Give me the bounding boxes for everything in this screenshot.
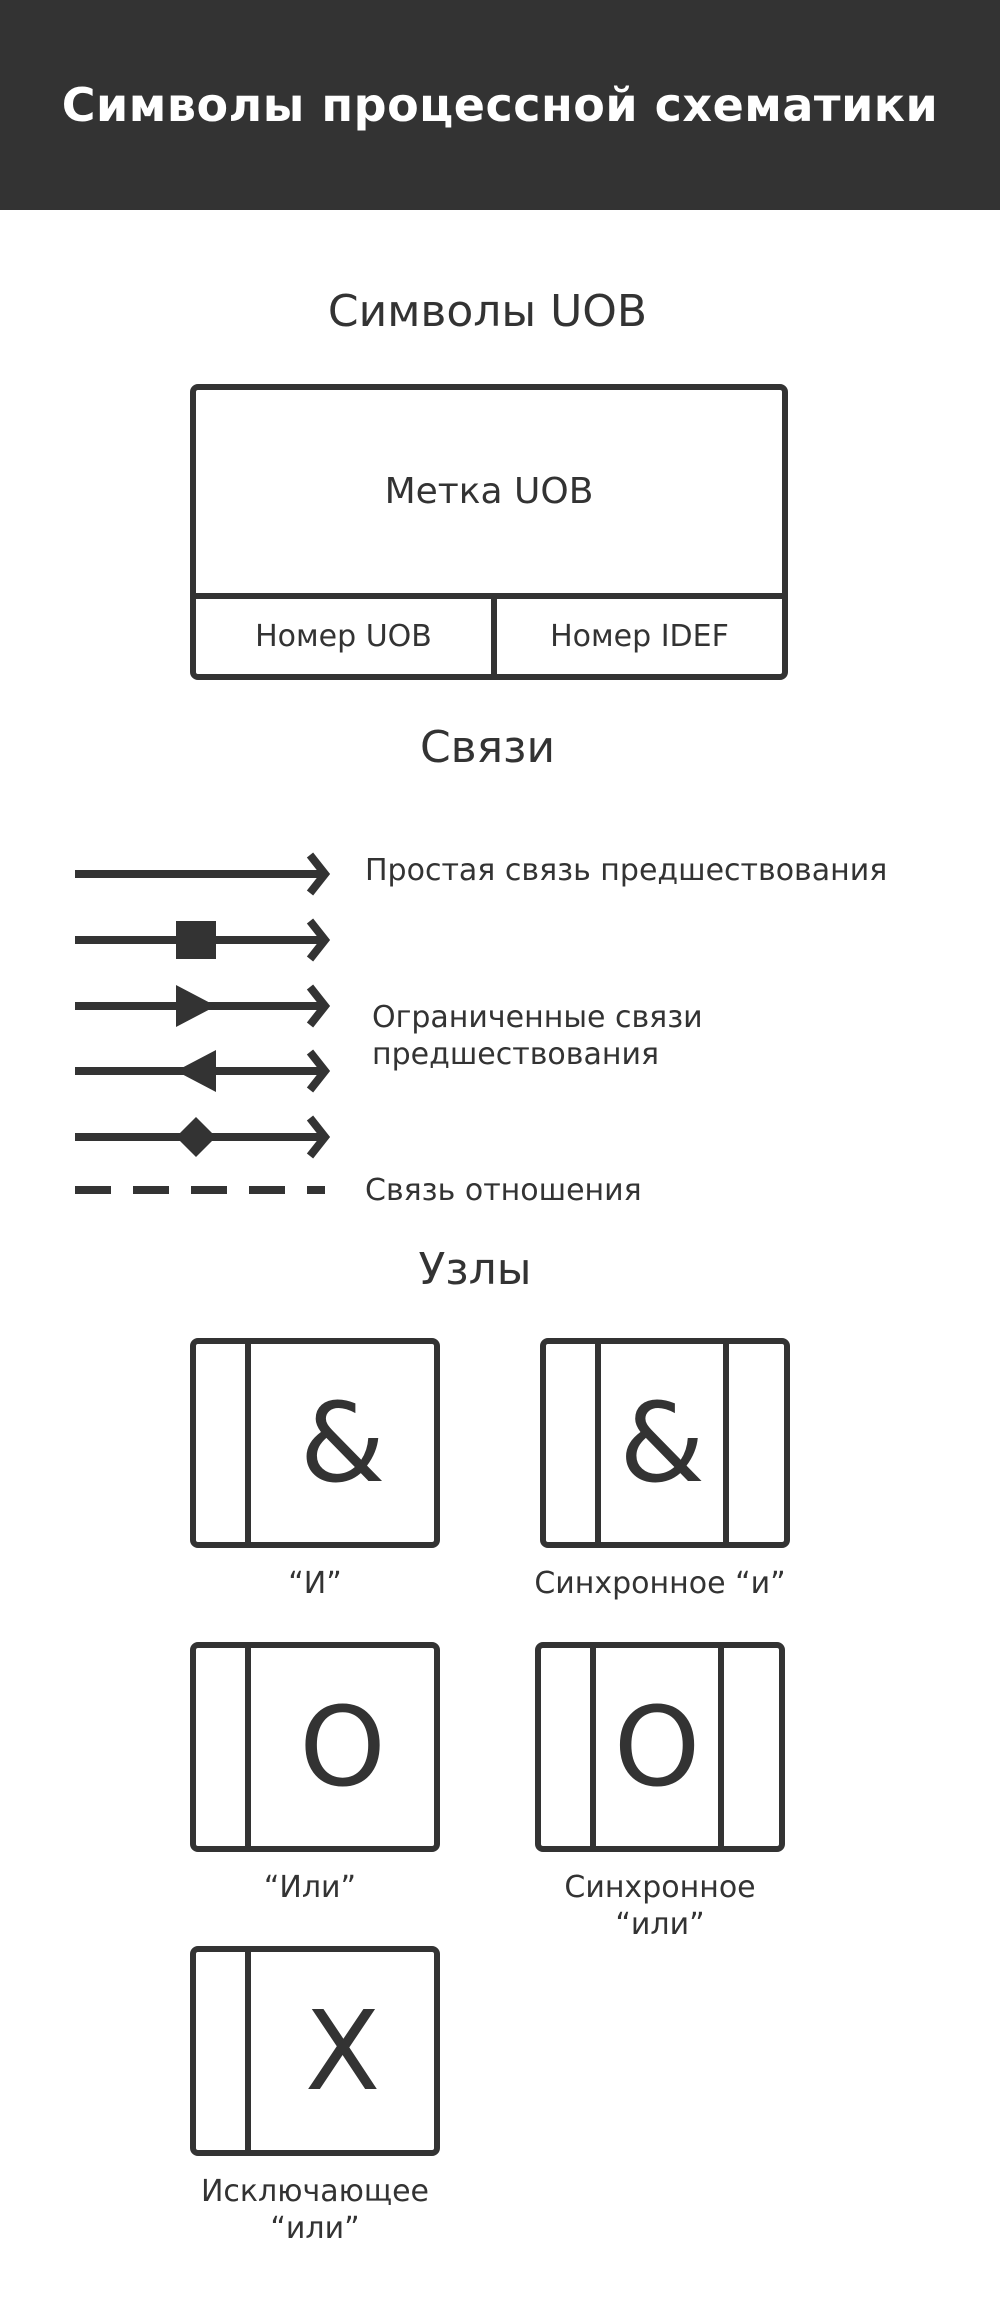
uob-number: Номер UOB <box>196 599 497 674</box>
simple-precedence-arrow <box>75 855 325 893</box>
sync-and-node-label: Синхронное “и” <box>534 1566 786 1601</box>
ampersand-symbol: & <box>619 1379 705 1507</box>
idef-number: Номер IDEF <box>550 619 729 654</box>
constrained-link-square <box>75 921 325 959</box>
xor-node <box>190 1946 440 2156</box>
letter-x-symbol: X <box>304 1987 381 2115</box>
sync-or-node-label-line1: Синхронное <box>564 1870 756 1905</box>
and-node <box>190 1338 440 1548</box>
constrained-link-backward-triangle <box>75 1050 325 1092</box>
simple-link-label: Простая связь предшествования <box>365 853 888 888</box>
xor-node-label-line1: Исключающее <box>200 2174 430 2209</box>
page-title: Символы процессной схематики <box>61 78 939 132</box>
constrained-link-label-line1: Ограниченные связи <box>372 1000 703 1035</box>
nodes-section-title: Узлы <box>418 1244 532 1295</box>
sync-and-node <box>540 1338 790 1548</box>
ampersand-symbol: & <box>299 1379 386 1507</box>
uob-section-title: Символы UOB <box>327 286 648 337</box>
uob-label: Метка UOB <box>196 390 782 599</box>
links-section-title: Связи <box>419 722 556 773</box>
sync-or-node-label-line2: “или” <box>615 1907 705 1942</box>
or-node <box>190 1642 440 1852</box>
uob-symbol-box <box>190 384 788 680</box>
links-diagram <box>70 845 340 1205</box>
letter-o-symbol: O <box>299 1683 386 1811</box>
relation-link-label: Связь отношения <box>365 1173 642 1208</box>
constrained-link-label-line2: предшествования <box>372 1037 659 1072</box>
page-header <box>0 0 1000 210</box>
constrained-link-diamond <box>75 1117 325 1157</box>
xor-node-label-line2: “или” <box>270 2211 360 2246</box>
or-node-label: “Или” <box>263 1870 357 1905</box>
letter-o-symbol: O <box>613 1683 701 1811</box>
sync-or-node <box>535 1642 785 1852</box>
and-node-label: “И” <box>288 1566 342 1601</box>
constrained-link-forward-triangle <box>75 985 325 1027</box>
